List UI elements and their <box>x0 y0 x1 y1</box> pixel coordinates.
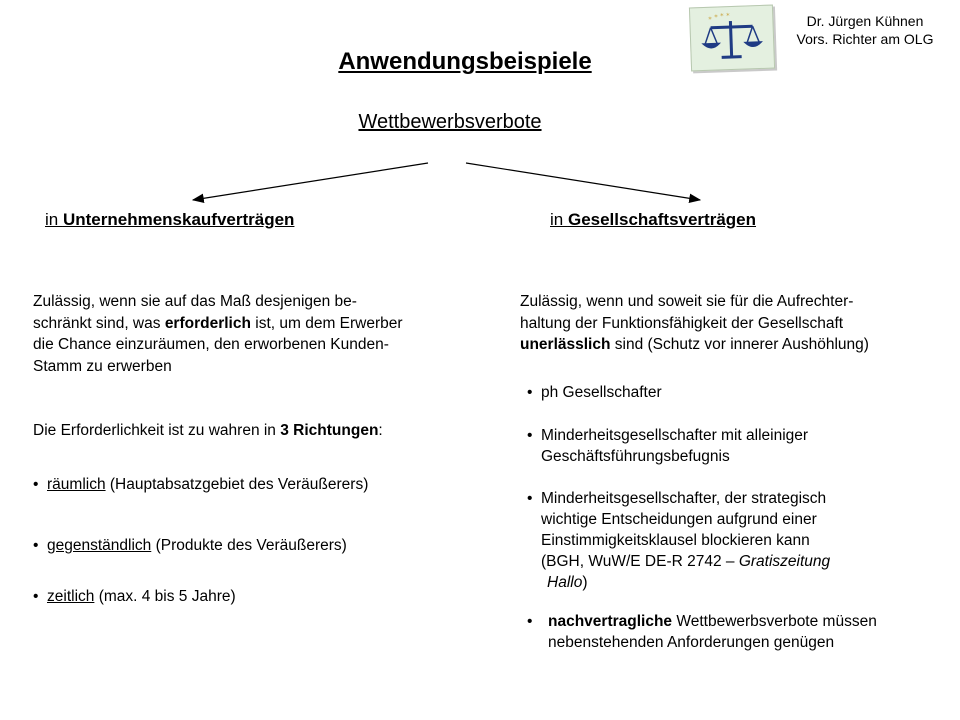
right-heading: in Gesellschaftsverträgen <box>550 210 757 229</box>
right-paragraph: Zulässig, wenn und soweit sie für die Aufrechter- haltung der Funktionsfähigkeit der Gesellschaft unerlässlich sind (Schutz vor innerer Aushöhlung) <box>520 293 869 353</box>
list-item: • Minderheitsgesellschafter mit alleiniger Geschäftsführungsbefugnis <box>527 427 809 465</box>
list-item: • nachvertragliche Wettbewerbsverbote müssen nebenstehenden Anforderungen genügen <box>527 613 877 651</box>
list-item: • Minderheitsgesellschafter, der strategisch wichtige Entscheidungen aufgrund einer Einstimmigkeitsklausel blockieren kann (BGH, WuW/E DE-R 2742 – Gratiszeitung Hallo) <box>527 490 831 591</box>
list-item: • zeitlich (max. 4 bis 5 Jahre) <box>33 588 236 605</box>
author-block <box>780 12 950 48</box>
arrow-right <box>466 163 700 200</box>
arrow-left <box>193 163 428 200</box>
author-name: Dr. Jürgen Kühnen <box>806 13 924 29</box>
page-title: Anwendungsbeispiele <box>338 48 592 75</box>
svg-text:*: * <box>708 15 712 24</box>
list-item: • ph Gesellschafter <box>527 384 662 401</box>
author-position: Vors. Richter am OLG <box>796 31 934 47</box>
left-paragraph: Zulässig, wenn sie auf das Maß desjenigen be- schränkt sind, was erforderlich ist, um dem Erwerber die Chance einzuräumen, den erworbenen Kunden- Stamm zu erwerben <box>33 293 403 375</box>
svg-text:*: * <box>726 12 730 21</box>
subtitle: Wettbewerbsverbote <box>358 111 542 133</box>
list-item: • räumlich (Hauptabsatzgebiet des Veräußerers) <box>33 476 369 493</box>
list-item: • gegenständlich (Produkte des Veräußerers) <box>33 537 347 554</box>
svg-text:*: * <box>714 13 718 22</box>
left-heading: in Unternehmenskaufverträgen <box>45 210 295 229</box>
left-requirement-text: Die Erforderlichkeit ist zu wahren in 3 Richtungen: <box>33 422 383 439</box>
svg-text:*: * <box>720 12 724 21</box>
